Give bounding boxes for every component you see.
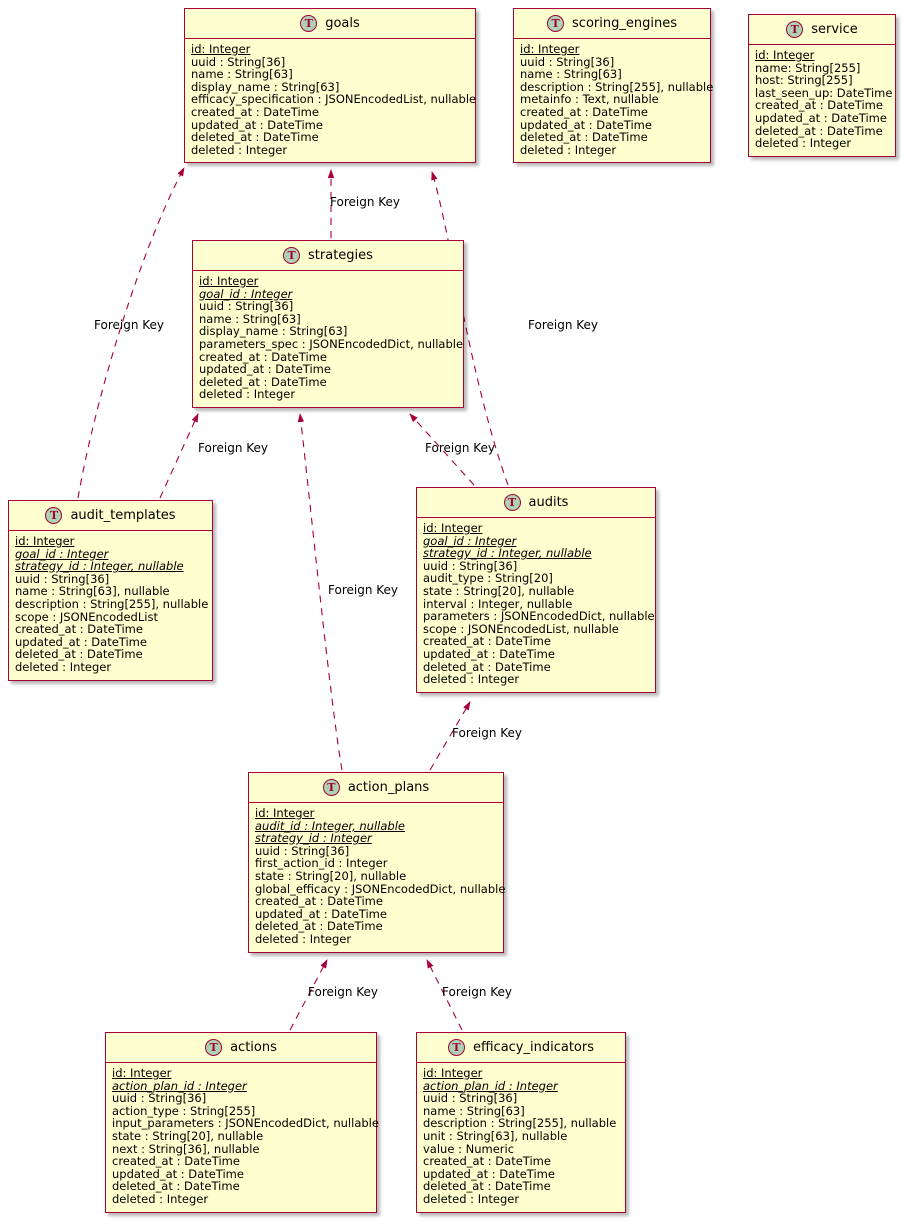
entity-field: id: Integer bbox=[255, 806, 315, 820]
entity-field: last_seen_up: DateTime bbox=[755, 85, 893, 100]
entity-field: id: Integer bbox=[112, 1066, 172, 1080]
entity-field: description : String[255], nullable bbox=[520, 79, 714, 94]
entity-field: strategy_id : Integer bbox=[255, 831, 372, 846]
entity-actions[interactable] bbox=[105, 1032, 377, 1213]
entity-header-strategies bbox=[193, 241, 463, 271]
entity-field: scope : JSONEncodedList bbox=[15, 609, 158, 624]
entity-field: global_efficacy : JSONEncodedDict, nullable bbox=[255, 881, 506, 896]
relationship-label: Foreign Key bbox=[425, 441, 495, 455]
entity-fields-actions bbox=[106, 1063, 379, 1212]
entity-field: goal_id : Integer bbox=[199, 286, 293, 301]
entity-field: created_at : DateTime bbox=[423, 1154, 551, 1169]
table-icon: T bbox=[323, 779, 340, 796]
entity-header-audit_templates bbox=[9, 501, 212, 531]
entity-title: service bbox=[811, 22, 858, 37]
entity-field: name : String[63], nullable bbox=[15, 584, 170, 599]
entity-field: name : String[63] bbox=[199, 311, 301, 326]
entity-field: deleted : Integer bbox=[423, 1191, 520, 1206]
entity-field: deleted_at : DateTime bbox=[423, 659, 551, 674]
entity-field: deleted : Integer bbox=[755, 136, 852, 151]
entity-field: first_action_id : Integer bbox=[255, 856, 388, 871]
entity-field: uuid : String[36] bbox=[423, 558, 518, 573]
entity-field: updated_at : DateTime bbox=[112, 1166, 244, 1181]
entity-field: goal_id : Integer bbox=[423, 533, 517, 548]
entity-field: created_at : DateTime bbox=[199, 349, 327, 364]
entity-fields-strategies bbox=[193, 271, 463, 407]
entity-field: created_at : DateTime bbox=[15, 622, 143, 637]
entity-field: uuid : String[36] bbox=[255, 843, 350, 858]
entity-field: efficacy_specification : JSONEncodedList, nullable bbox=[191, 92, 477, 107]
table-icon: T bbox=[45, 507, 62, 524]
entity-title: actions bbox=[230, 1040, 277, 1055]
entity-field: updated_at : DateTime bbox=[755, 110, 887, 125]
entity-field: created_at : DateTime bbox=[112, 1154, 240, 1169]
entity-field: audit_id : Integer, nullable bbox=[255, 818, 405, 833]
entity-field: display_name : String[63] bbox=[199, 324, 348, 339]
entity-field: host: String[255] bbox=[755, 73, 853, 88]
entity-title: efficacy_indicators bbox=[472, 1040, 595, 1055]
entity-field: uuid : String[36] bbox=[199, 299, 294, 314]
entity-header-actions bbox=[106, 1033, 376, 1063]
entity-field: deleted : Integer bbox=[255, 931, 352, 946]
entity-title: audit_templates bbox=[70, 508, 176, 523]
entity-field: updated_at : DateTime bbox=[520, 117, 652, 132]
entity-field: deleted_at : DateTime bbox=[112, 1179, 240, 1194]
entity-fields-audits bbox=[417, 518, 655, 692]
entity-field: created_at : DateTime bbox=[423, 634, 551, 649]
entity-field: value : Numeric bbox=[423, 1141, 515, 1156]
entity-field: uuid : String[36] bbox=[15, 571, 110, 586]
relationship-label: Foreign Key bbox=[528, 318, 598, 332]
relationship-label: Foreign Key bbox=[442, 985, 512, 999]
relationship-label: Foreign Key bbox=[308, 985, 378, 999]
entity-efficacy_indicators[interactable] bbox=[416, 1032, 626, 1213]
entity-field: id: Integer bbox=[520, 42, 580, 56]
entity-field: uuid : String[36] bbox=[191, 54, 286, 69]
entity-audit_templates[interactable] bbox=[8, 500, 213, 681]
entity-action_plans[interactable] bbox=[248, 772, 504, 953]
entity-field: parameters : JSONEncodedDict, nullable bbox=[423, 609, 655, 624]
entity-field: uuid : String[36] bbox=[423, 1091, 518, 1106]
entity-header-audits bbox=[417, 488, 655, 518]
entity-fields-efficacy_indicators bbox=[417, 1063, 625, 1212]
entity-field: strategy_id : Integer, nullable bbox=[15, 559, 184, 574]
entity-field: action_plan_id : Integer bbox=[112, 1078, 247, 1093]
entity-header-scoring_engines bbox=[514, 9, 710, 39]
entity-field: state : String[20], nullable bbox=[112, 1128, 264, 1143]
entity-field: updated_at : DateTime bbox=[423, 646, 555, 661]
entity-header-action_plans bbox=[249, 773, 503, 803]
entity-field: id: Integer bbox=[15, 534, 75, 548]
relationship-label: Foreign Key bbox=[94, 318, 164, 332]
table-icon: T bbox=[300, 15, 317, 32]
entity-field: state : String[20], nullable bbox=[255, 868, 407, 883]
entity-field: interval : Integer, nullable bbox=[423, 596, 573, 611]
table-icon: T bbox=[283, 247, 300, 264]
entity-field: unit : String[63], nullable bbox=[423, 1128, 568, 1143]
entity-field: display_name : String[63] bbox=[191, 79, 340, 94]
entity-field: id: Integer bbox=[423, 521, 483, 535]
table-icon: T bbox=[786, 21, 803, 38]
entity-field: scope : JSONEncodedList, nullable bbox=[423, 621, 619, 636]
entity-header-service bbox=[749, 15, 895, 45]
entity-field: deleted_at : DateTime bbox=[199, 374, 327, 389]
entity-header-goals bbox=[185, 9, 475, 39]
entity-field: id: Integer bbox=[191, 42, 251, 56]
entity-field: deleted : Integer bbox=[191, 142, 288, 157]
entity-field: name: String[255] bbox=[755, 60, 861, 75]
entity-field: created_at : DateTime bbox=[191, 104, 319, 119]
entity-title: audits bbox=[528, 495, 569, 510]
entity-field: audit_type : String[20] bbox=[423, 571, 553, 586]
entity-fields-goals bbox=[185, 39, 475, 162]
relationship-label: Foreign Key bbox=[328, 583, 398, 597]
entity-audits[interactable] bbox=[416, 487, 656, 693]
relationship-label: Foreign Key bbox=[198, 441, 268, 455]
entity-field: input_parameters : JSONEncodedDict, nullable bbox=[112, 1116, 379, 1131]
entity-field: deleted : Integer bbox=[423, 672, 520, 687]
entity-field: created_at : DateTime bbox=[755, 98, 883, 113]
entity-field: deleted_at : DateTime bbox=[423, 1179, 551, 1194]
entity-field: deleted_at : DateTime bbox=[755, 123, 883, 138]
entity-fields-action_plans bbox=[249, 803, 506, 952]
entity-fields-audit_templates bbox=[9, 531, 212, 680]
entity-field: deleted_at : DateTime bbox=[520, 130, 648, 145]
relationship-label: Foreign Key bbox=[452, 726, 522, 740]
entity-field: deleted : Integer bbox=[15, 659, 112, 674]
entity-field: id: Integer bbox=[199, 274, 259, 288]
entity-field: next : String[36], nullable bbox=[112, 1141, 260, 1156]
entity-field: deleted_at : DateTime bbox=[191, 130, 319, 145]
entity-field: updated_at : DateTime bbox=[423, 1166, 555, 1181]
entity-title: strategies bbox=[308, 248, 373, 263]
table-icon: T bbox=[504, 494, 521, 511]
entity-title: goals bbox=[325, 16, 360, 31]
relationship-label: Foreign Key bbox=[330, 195, 400, 209]
entity-field: updated_at : DateTime bbox=[255, 906, 387, 921]
entity-field: name : String[63] bbox=[423, 1103, 525, 1118]
entity-service[interactable] bbox=[748, 14, 896, 157]
entity-field: description : String[255], nullable bbox=[423, 1116, 617, 1131]
entity-field: goal_id : Integer bbox=[15, 546, 109, 561]
entity-field: id: Integer bbox=[423, 1066, 483, 1080]
entity-title: action_plans bbox=[347, 780, 430, 795]
entity-field: description : String[255], nullable bbox=[15, 596, 209, 611]
entity-field: deleted : Integer bbox=[199, 387, 296, 402]
entity-field: id: Integer bbox=[755, 48, 815, 62]
entity-strategies[interactable] bbox=[192, 240, 464, 408]
entity-field: parameters_spec : JSONEncodedDict, nullable bbox=[199, 336, 464, 351]
entity-field: name : String[63] bbox=[520, 67, 622, 82]
entity-scoring_engines[interactable] bbox=[513, 8, 714, 163]
entity-field: name : String[63] bbox=[191, 67, 293, 82]
entity-field: created_at : DateTime bbox=[255, 894, 383, 909]
entity-fields-service bbox=[749, 45, 895, 156]
entity-field: action_type : String[255] bbox=[112, 1103, 256, 1118]
table-icon: T bbox=[448, 1039, 465, 1056]
entity-field: created_at : DateTime bbox=[520, 104, 648, 119]
entity-header-efficacy_indicators bbox=[417, 1033, 625, 1063]
entity-fields-scoring_engines bbox=[514, 39, 714, 162]
entity-field: deleted_at : DateTime bbox=[15, 647, 143, 662]
entity-field: updated_at : DateTime bbox=[191, 117, 323, 132]
entity-title: scoring_engines bbox=[572, 16, 677, 31]
table-icon: T bbox=[547, 15, 564, 32]
entity-field: deleted : Integer bbox=[112, 1191, 209, 1206]
entity-field: updated_at : DateTime bbox=[199, 362, 331, 377]
entity-field: deleted : Integer bbox=[520, 142, 617, 157]
table-icon: T bbox=[205, 1039, 222, 1056]
entity-field: uuid : String[36] bbox=[112, 1091, 207, 1106]
entity-field: metainfo : Text, nullable bbox=[520, 92, 659, 107]
entity-field: updated_at : DateTime bbox=[15, 634, 147, 649]
entity-field: action_plan_id : Integer bbox=[423, 1078, 558, 1093]
entity-goals[interactable] bbox=[184, 8, 476, 163]
entity-field: uuid : String[36] bbox=[520, 54, 615, 69]
entity-field: state : String[20], nullable bbox=[423, 583, 575, 598]
entity-field: strategy_id : Integer, nullable bbox=[423, 546, 592, 561]
entity-field: deleted_at : DateTime bbox=[255, 919, 383, 934]
